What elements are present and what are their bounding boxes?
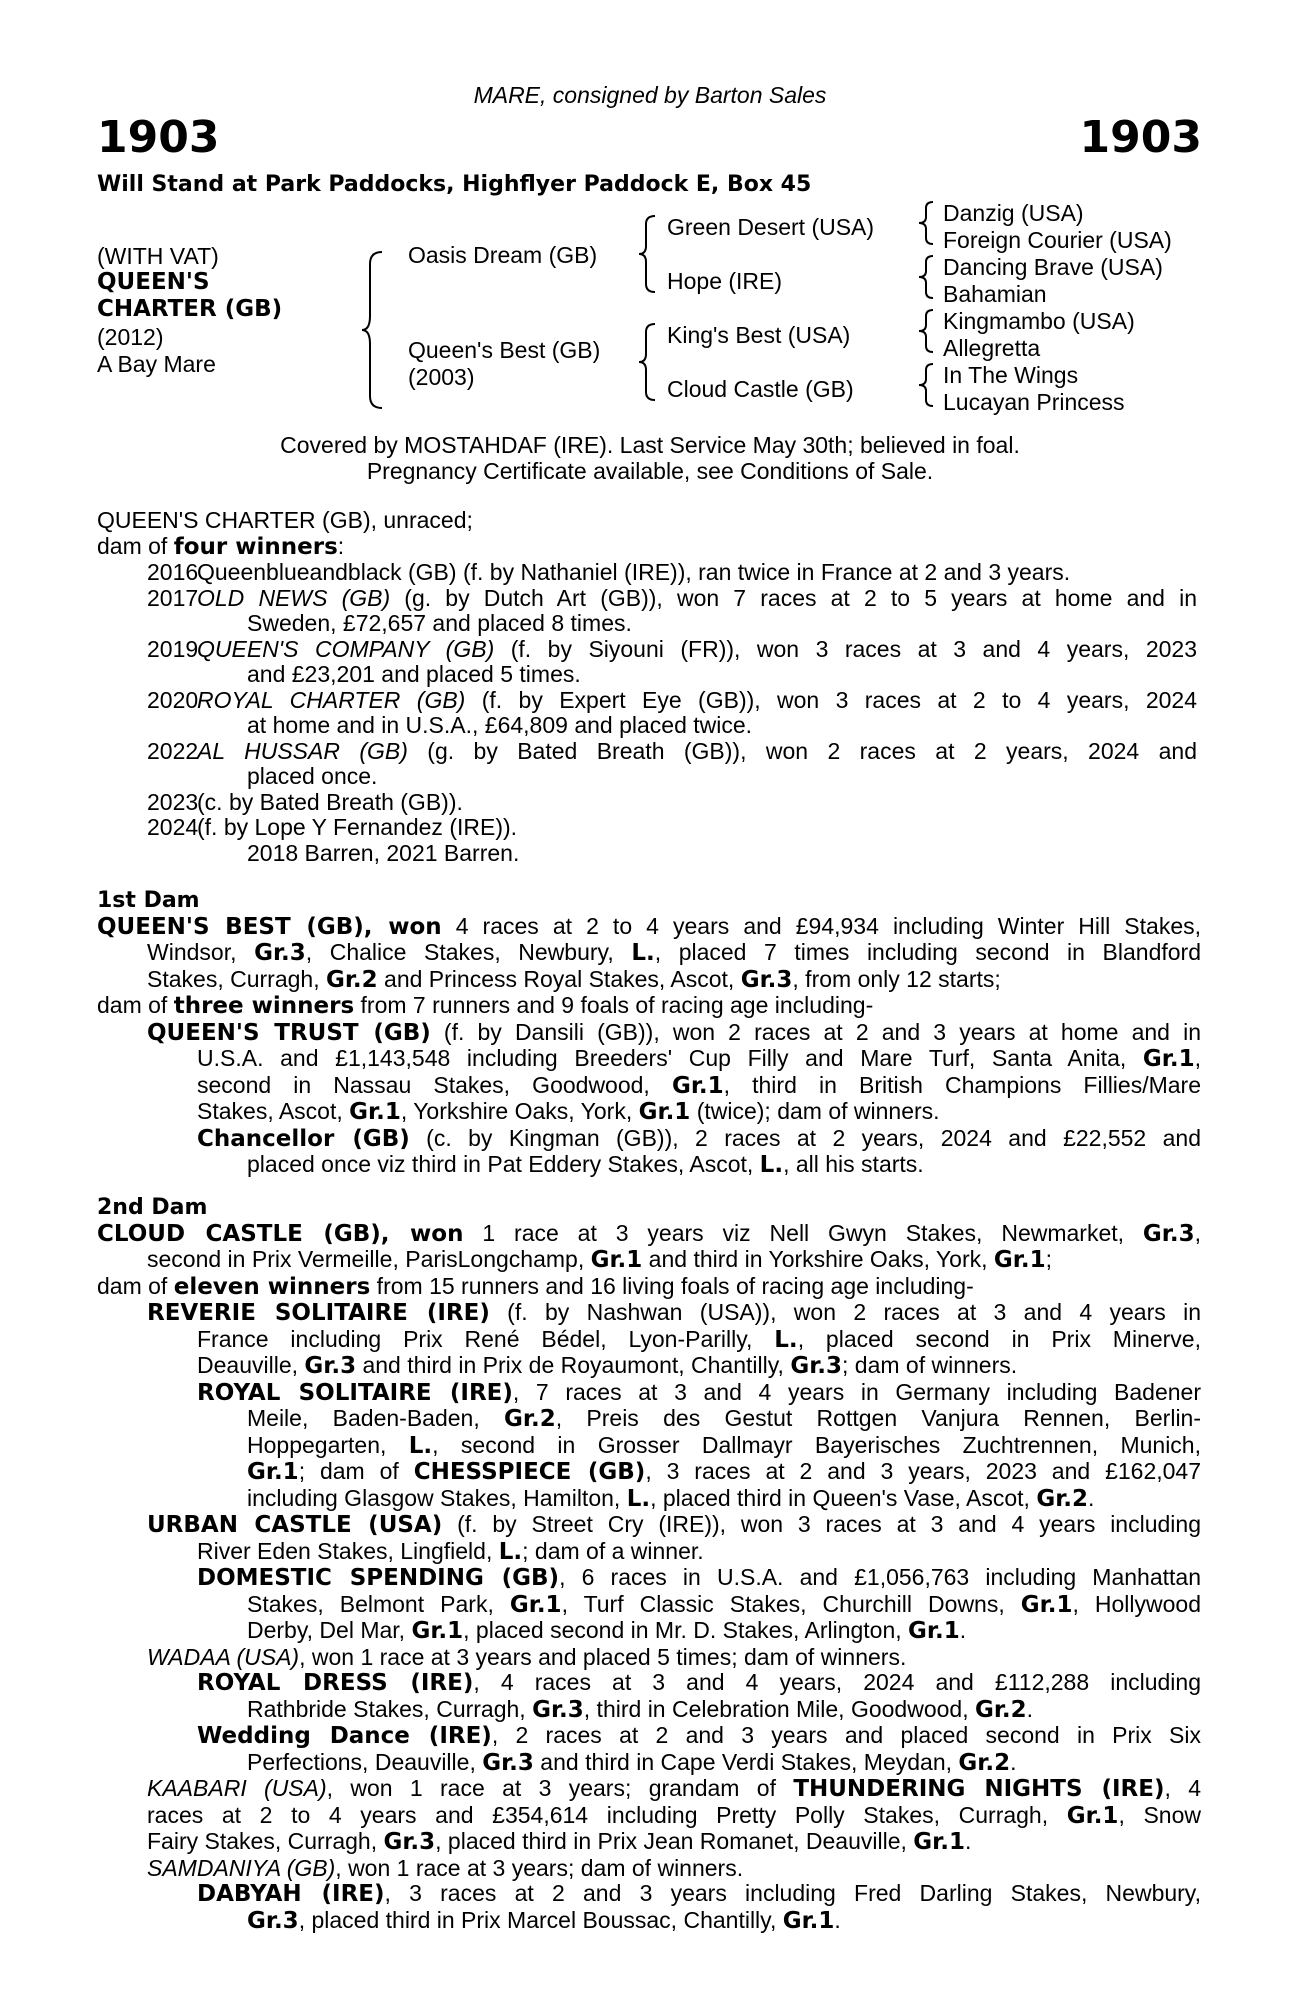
dam-name: Queen's Best (GB) — [408, 337, 601, 363]
covered-line: Covered by MOSTAHDAF (IRE). Last Service May 30th; believed in foal. — [280, 432, 1020, 458]
progeny-entry-line: Fairy Stakes, Curragh, Gr.3, placed third in Prix Jean Romanet, Deauville, Gr.1. — [147, 1828, 972, 1855]
gen3-4: Bahamian — [943, 281, 1047, 307]
produce-row: 2017OLD NEWS (GB) (g. by Dutch Art (GB)), won 7 races at 2 to 5 years at home and in — [147, 584, 1197, 611]
vat-note: (WITH VAT) — [97, 243, 219, 269]
progeny-entry: DOMESTIC SPENDING (GB), 6 races in U.S.A. and £1,056,763 including Manhattan — [197, 1564, 1201, 1591]
pedigree-brace-g4 — [917, 362, 937, 408]
pedigree-brace-sire — [637, 214, 659, 294]
horse-year: (2012) — [97, 324, 164, 350]
produce-row: 2023(c. by Bated Breath (GB)). — [147, 788, 463, 815]
second-dam-heading: 2nd Dam — [97, 1195, 208, 1220]
progeny-entry-line: River Eden Stakes, Lingfield, L.; dam of a winner. — [197, 1537, 704, 1565]
progeny-entry-line: Perfections, Deauville, Gr.3 and third in Cape Verdi Stakes, Meydan, Gr.2. — [247, 1748, 1017, 1776]
progeny-entry-line: second in Nassau Stakes, Goodwood, Gr.1, third in British Champions Fillies/Mare — [197, 1071, 1201, 1099]
pedigree-brace-g1 — [917, 200, 937, 246]
sire-name: Oasis Dream (GB) — [408, 242, 598, 268]
produce-intro: QUEEN'S CHARTER (GB), unraced; — [97, 507, 473, 533]
progeny-entry: URBAN CASTLE (USA) (f. by Street Cry (IRE)), won 3 races at 3 and 4 years including — [147, 1511, 1201, 1538]
produce-row: 2022AL HUSSAR (GB) (g. by Bated Breath (GB)), won 2 races at 2 years, 2024 and — [147, 737, 1197, 764]
progeny-entry: KAABARI (USA), won 1 race at 3 years; grandam of THUNDERING NIGHTS (IRE), 4 — [147, 1775, 1201, 1802]
produce-dam-of: dam of four winners: — [97, 532, 345, 560]
first-dam-section — [97, 888, 1201, 1179]
progeny-entry-line: Rathbride Stakes, Curragh, Gr.3, third in Celebration Mile, Goodwood, Gr.2. — [247, 1695, 1034, 1723]
sire-sire: Green Desert (USA) — [667, 214, 875, 240]
progeny-entry-line: Stakes, Ascot, Gr.1, Yorkshire Oaks, York, Gr.1 (twice); dam of winners. — [197, 1098, 940, 1125]
progeny-entry: Wedding Dance (IRE), 2 races at 2 and 3 years and placed second in Prix Six — [197, 1722, 1201, 1749]
first-dam-line: Stakes, Curragh, Gr.2 and Princess Royal Stakes, Ascot, Gr.3, from only 12 starts; — [147, 965, 1001, 993]
progeny-entry-line: Gr.1; dam of CHESSPIECE (GB), 3 races at 2 and 3 years, 2023 and £162,047 — [247, 1458, 1202, 1485]
gen3-8: Lucayan Princess — [943, 389, 1125, 415]
stand-location: Will Stand at Park Paddocks, Highflyer Paddock E, Box 45 — [97, 172, 812, 197]
gen3-2: Foreign Courier (USA) — [943, 227, 1172, 253]
first-dam-line: dam of three winners from 7 runners and 9 foals of racing age including- — [97, 992, 874, 1019]
pedigree-brace-g3 — [917, 308, 937, 354]
gen3-3: Dancing Brave (USA) — [943, 254, 1163, 280]
first-dam-line: Windsor, Gr.3, Chalice Stakes, Newbury, L., placed 7 times including second in Blandford — [147, 939, 1202, 966]
pedigree-brace-dam — [637, 322, 659, 402]
second-dam-line: dam of eleven winners from 15 runners and 16 living foals of racing age including- — [97, 1272, 974, 1300]
lot-number-right: 1903 — [1079, 112, 1202, 163]
second-dam-line: second in Prix Vermeille, ParisLongchamp, Gr.1 and third in Yorkshire Oaks, York, Gr.1; — [147, 1246, 1052, 1273]
produce-row-cont: Sweden, £72,657 and placed 8 times. — [247, 610, 632, 636]
horse-name-line2: CHARTER (GB) — [97, 296, 283, 322]
horse-description: A Bay Mare — [97, 351, 216, 377]
progeny-entry-line: Meile, Baden-Baden, Gr.2, Preis des Gestut Rottgen Vanjura Rennen, Berlin- — [247, 1405, 1202, 1432]
progeny-entry-line: placed once viz third in Pat Eddery Stakes, Ascot, L., all his starts. — [247, 1151, 924, 1178]
dam-sire: King's Best (USA) — [667, 322, 851, 348]
progeny-entry: QUEEN'S TRUST (GB) (f. by Dansili (GB)), won 2 races at 2 and 3 years at home and in — [147, 1018, 1201, 1046]
dam-dam: Cloud Castle (GB) — [667, 376, 854, 402]
progeny-entry-line: U.S.A. and £1,143,548 including Breeders' Cup Filly and Mare Turf, Santa Anita, Gr.1, — [197, 1045, 1201, 1072]
progeny-entry: DABYAH (IRE), 3 races at 2 and 3 years including Fred Darling Stakes, Newbury, — [197, 1880, 1201, 1907]
pedigree-brace-g2 — [917, 254, 937, 300]
produce-row: 2016Queenblueandblack (GB) (f. by Nathaniel (IRE)), ran twice in France at 2 and 3 years. — [147, 559, 1071, 585]
pedigree-brace-main — [360, 250, 390, 410]
second-dam-line: CLOUD CASTLE (GB), won 1 race at 3 years viz Nell Gwyn Stakes, Newmarket, Gr.3, — [97, 1219, 1201, 1247]
produce-record — [97, 508, 1201, 866]
produce-row-cont: at home and in U.S.A., £64,809 and placed twice. — [247, 712, 753, 738]
produce-row: 2019QUEEN'S COMPANY (GB) (f. by Siyouni (FR)), won 3 races at 3 and 4 years, 2023 — [147, 635, 1197, 662]
gen3-5: Kingmambo (USA) — [943, 308, 1135, 334]
progeny-entry: ROYAL DRESS (IRE), 4 races at 3 and 4 years, 2024 and £112,288 including — [197, 1669, 1202, 1696]
progeny-entry: REVERIE SOLITAIRE (IRE) (f. by Nashwan (USA)), won 2 races at 3 and 4 years in — [147, 1299, 1201, 1326]
lot-number-left: 1903 — [97, 112, 220, 163]
progeny-entry-line: including Glasgow Stakes, Hamilton, L., placed third in Queen's Vase, Ascot, Gr.2. — [247, 1484, 1095, 1512]
produce-row: 2024(f. by Lope Y Fernandez (IRE)). — [147, 814, 518, 840]
first-dam-line: QUEEN'S BEST (GB), won 4 races at 2 to 4 years and £94,934 including Winter Hill Stakes, — [97, 912, 1202, 940]
progeny-entry-line: Deauville, Gr.3 and third in Prix de Royaumont, Chantilly, Gr.3; dam of winners. — [197, 1352, 1018, 1379]
progeny-entry-line: Hoppegarten, L., second in Grosser Dallmayr Bayerisches Zuchtrennen, Munich, — [247, 1431, 1201, 1459]
produce-row-cont: and £23,201 and placed 5 times. — [247, 661, 581, 687]
progeny-entry: SAMDANIYA (GB), won 1 race at 3 years; dam of winners. — [147, 1854, 744, 1881]
produce-row: 2020ROYAL CHARTER (GB) (f. by Expert Eye (GB)), won 3 races at 2 to 4 years, 2024 — [147, 686, 1197, 713]
progeny-entry-line: France including Prix René Bédel, Lyon-Parilly, L., placed second in Prix Minerve, — [197, 1325, 1201, 1353]
progeny-entry-line: Stakes, Belmont Park, Gr.1, Turf Classic Stakes, Churchill Downs, Gr.1, Hollywood — [247, 1590, 1201, 1618]
progeny-entry: Chancellor (GB) (c. by Kingman (GB)), 2 races at 2 years, 2024 and £22,552 and — [197, 1124, 1202, 1152]
produce-row-cont: placed once. — [247, 763, 378, 789]
gen3-1: Danzig (USA) — [943, 200, 1084, 226]
second-dam-section — [97, 1195, 1201, 1934]
progeny-entry: ROYAL SOLITAIRE (IRE), 7 races at 3 and 4 years in Germany including Badener — [197, 1378, 1201, 1406]
dam-year: (2003) — [408, 364, 475, 390]
gen3-6: Allegretta — [943, 335, 1041, 361]
gen3-7: In The Wings — [943, 362, 1079, 388]
progeny-entry-line: Derby, Del Mar, Gr.1, placed second in Mr. D. Stakes, Arlington, Gr.1. — [247, 1617, 967, 1644]
progeny-entry-line: Gr.3, placed third in Prix Marcel Boussac, Chantilly, Gr.1. — [247, 1906, 841, 1934]
sire-dam: Hope (IRE) — [667, 268, 783, 294]
pregnancy-line: Pregnancy Certificate available, see Conditions of Sale. — [366, 458, 934, 484]
progeny-entry-line: races at 2 to 4 years and £354,614 including Pretty Polly Stakes, Curragh, Gr.1, Snow — [147, 1801, 1201, 1829]
consignment-line: MARE, consigned by Barton Sales — [473, 82, 827, 108]
produce-barren: 2018 Barren, 2021 Barren. — [247, 839, 520, 866]
progeny-entry: WADAA (USA), won 1 race at 3 years and placed 5 times; dam of winners. — [147, 1643, 907, 1670]
first-dam-heading: 1st Dam — [97, 888, 200, 913]
horse-name-line1: QUEEN'S — [97, 269, 210, 295]
